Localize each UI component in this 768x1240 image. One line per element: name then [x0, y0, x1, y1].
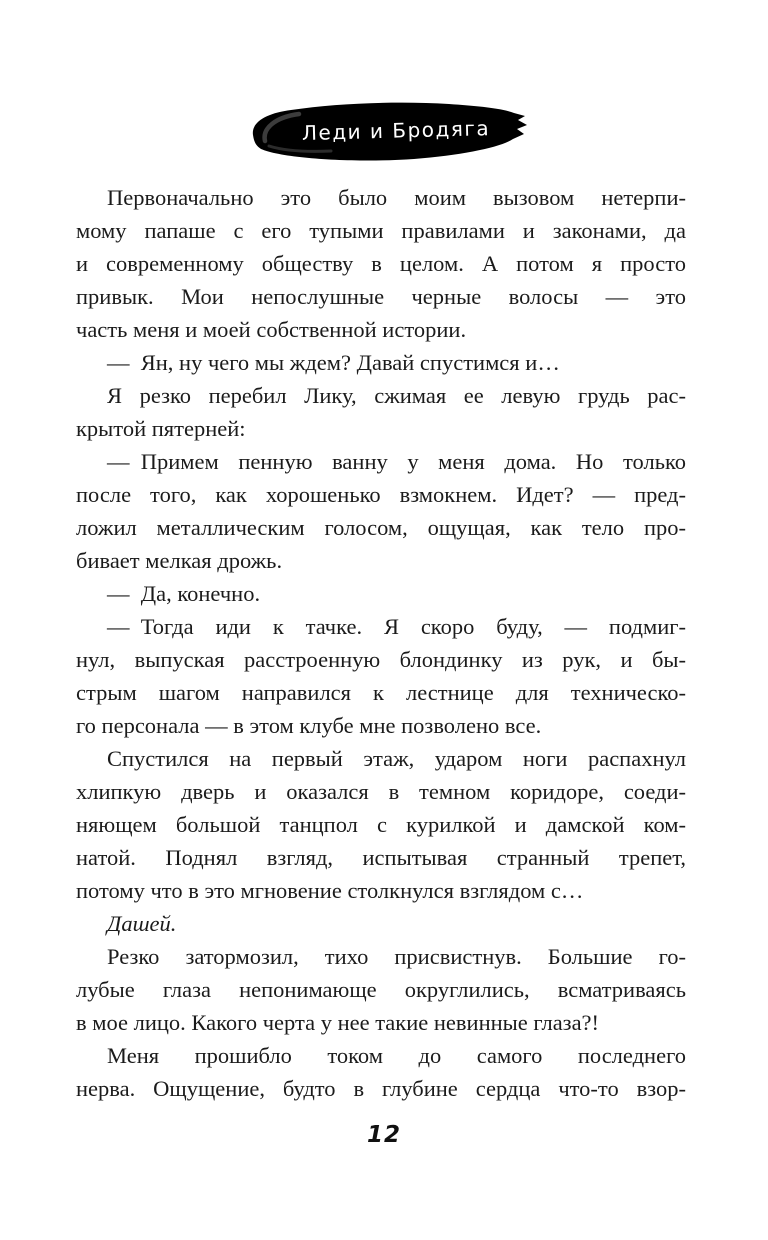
text-line: лубые глаза непонимающе округлились, всматриваясь: [76, 977, 686, 1002]
text-line: — Тогда иди к тачке. Я скоро буду, — подмиг-: [107, 614, 686, 639]
text-line: и современному обществу в целом. А потом я просто: [76, 251, 686, 276]
text-line: потому что в это мгновение столкнулся взглядом с…: [76, 878, 584, 903]
text-line: привык. Мои непослушные черные волосы — это: [76, 284, 686, 309]
text-line: в мое лицо. Какого черта у нее такие невинные глаза?!: [76, 1010, 600, 1035]
text-line: няющем большой танцпол с курилкой и дамской ком-: [76, 812, 686, 837]
text-line: Резко затормозил, тихо присвистнув. Большие го-: [107, 944, 686, 969]
text-line: — Ян, ну чего мы ждем? Давай спустимся и…: [107, 350, 560, 375]
text-line: Первоначально это было моим вызовом нетерпи-: [107, 185, 686, 210]
text-line: Спустился на первый этаж, ударом ноги распахнул: [107, 746, 686, 771]
text-line: бивает мелкая дрожь.: [76, 548, 283, 573]
text-line: Дашей.: [107, 911, 177, 936]
text-line: натой. Поднял взгляд, испытывая странный трепет,: [76, 845, 686, 870]
text-line: крытой пятерней:: [76, 416, 246, 441]
page-number: 12: [366, 1122, 401, 1148]
text-line: стрым шагом направился к лестнице для техническо-: [76, 680, 686, 705]
text-line: нерва. Ощущение, будто в глубине сердца что-то взор-: [76, 1076, 686, 1101]
text-line: после того, как хорошенько взмокнем. Идет? — пред-: [76, 482, 686, 507]
text-line: Меня прошибло током до самого последнего: [107, 1043, 686, 1068]
chapter-title: Леди и Бродяга: [301, 116, 490, 146]
text-line: — Примем пенную ванну у меня дома. Но только: [107, 449, 686, 474]
text-line: мому папаше с его тупыми правилами и законами, да: [76, 218, 686, 243]
text-line: го персонала — в этом клубе мне позволено все.: [76, 713, 542, 738]
chapter-banner: [239, 100, 529, 164]
text-line: нул, выпуская расстроенную блондинку из рук, и бы-: [76, 647, 686, 672]
text-line: — Да, конечно.: [107, 581, 261, 606]
text-line: часть меня и моей собственной истории.: [76, 317, 467, 342]
text-line: хлипкую дверь и оказался в темном коридоре, соеди-: [76, 779, 686, 804]
text-line: Я резко перебил Лику, сжимая ее левую грудь рас-: [107, 383, 686, 408]
text-block: [76, 181, 686, 1105]
text-line: ложил металлическим голосом, ощущая, как тело про-: [76, 515, 686, 540]
